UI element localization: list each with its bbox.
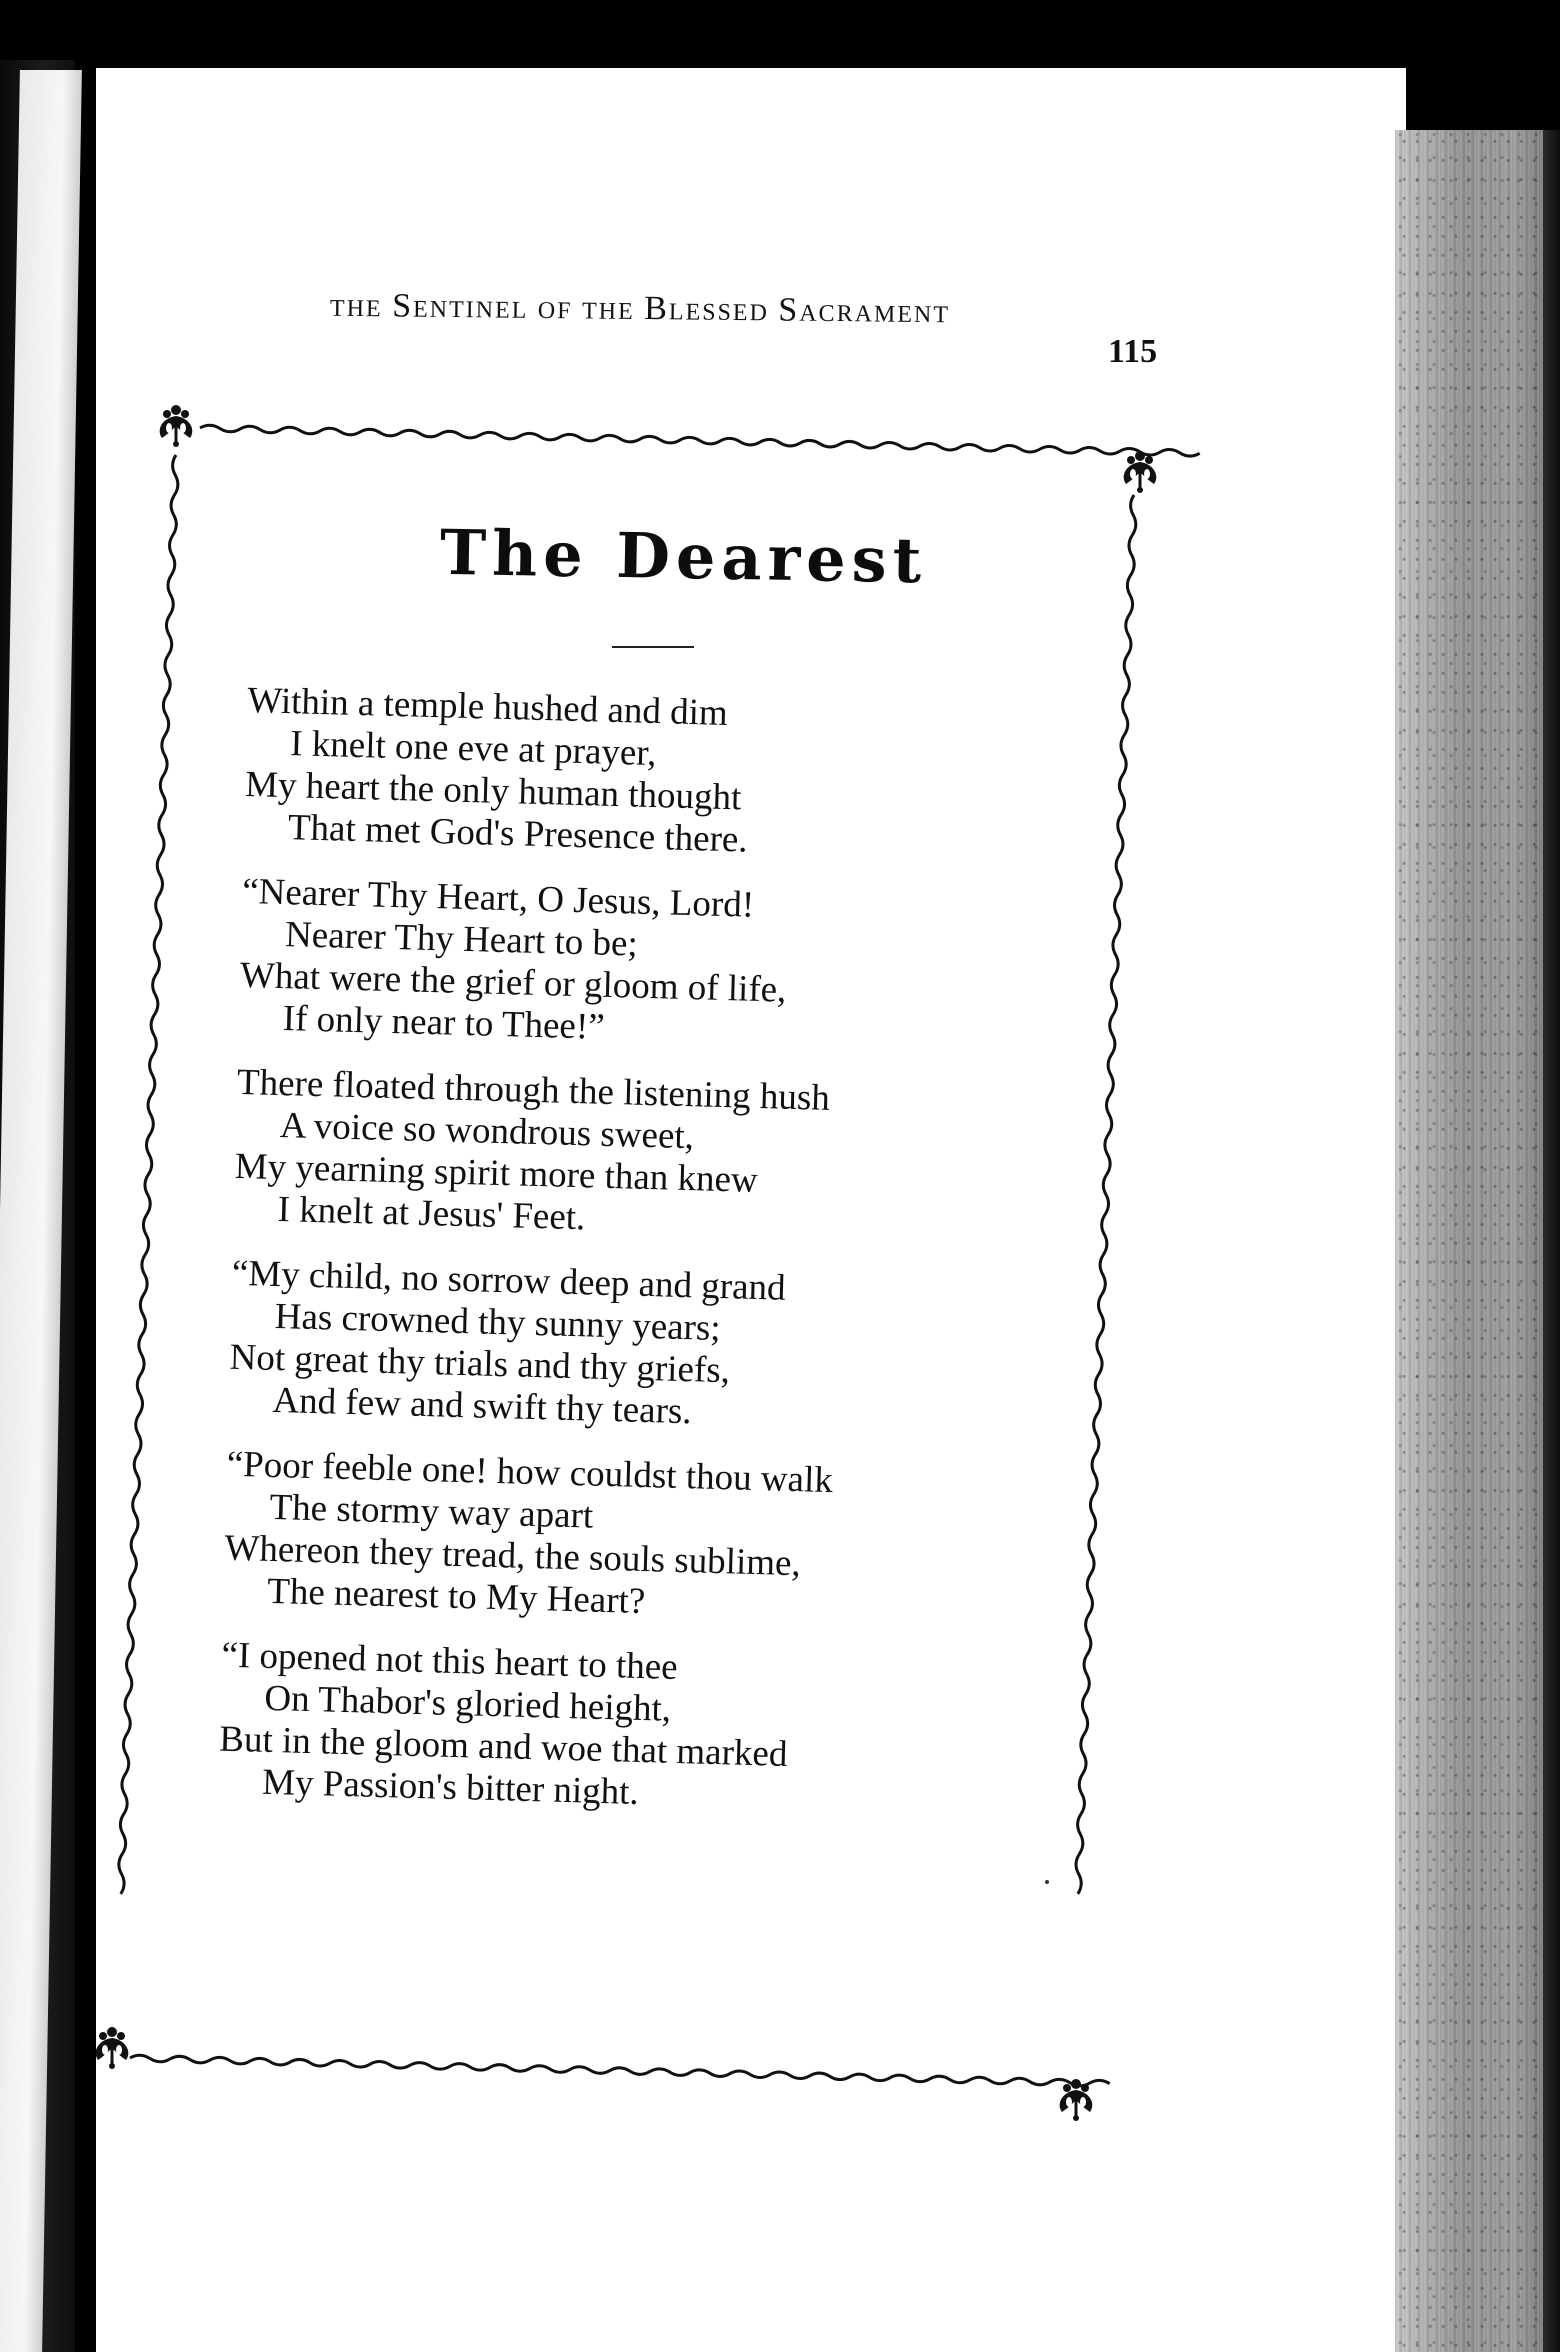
poem-line: “Nearer Thy Heart, O Jesus, Lord!: [241, 870, 755, 926]
poem-line: Has crowned thy sunny years;: [274, 1295, 722, 1350]
poem-line: On Thabor's gloried height,: [263, 1677, 672, 1730]
poem-line: I knelt one eve at prayer,: [289, 723, 657, 775]
poem-line: My Passion's bitter night.: [261, 1761, 640, 1813]
poem-line: “I opened not this heart to thee: [221, 1634, 679, 1688]
frame-bottom-border: [130, 2055, 1110, 2087]
frame-top-border: [200, 425, 1200, 456]
stanza: [238, 871, 1022, 1060]
poem-line: There floated through the listening hush: [236, 1061, 831, 1119]
fleuron-top-left-icon: [160, 405, 193, 447]
stanza: [223, 1444, 1007, 1633]
frame-left-border: [118, 455, 179, 1894]
poem-line: What were the grief or gloom of life,: [239, 954, 787, 1011]
poem-line: That met God's Presence there.: [287, 807, 749, 861]
poem-body: [217, 680, 1028, 1847]
stanza: [233, 1062, 1017, 1251]
poem-line: I knelt at Jesus' Feet.: [277, 1189, 586, 1239]
poem-line: “My child, no sorrow deep and grand: [231, 1252, 787, 1309]
poem-line: The stormy way apart: [269, 1486, 594, 1537]
page-number: 115: [1108, 333, 1158, 370]
poem-line: My heart the only human thought: [244, 763, 742, 819]
fleuron-bottom-right-icon: [1060, 2079, 1093, 2121]
poem-line: Whereon they tread, the souls sublime,: [223, 1527, 802, 1585]
poem-line: If only near to Thee!”: [282, 998, 606, 1048]
fleuron-top-right-icon: [1124, 451, 1157, 493]
poem-line: Nearer Thy Heart to be;: [284, 914, 639, 965]
title-rule: [612, 646, 694, 648]
fleuron-bottom-left-icon: [96, 2027, 129, 2069]
stanza: [228, 1253, 1012, 1442]
poem-line: “Poor feeble one! how couldst thou walk: [226, 1443, 834, 1502]
poem-line: The nearest to My Heart?: [266, 1570, 646, 1623]
frame-right-border: [1075, 495, 1137, 1894]
poem-line: But in the gloom and woe that marked: [218, 1718, 788, 1775]
poem-line: And few and swift thy tears.: [271, 1379, 693, 1433]
running-head: THE SENTINEL OF THE BLESSED SACRAMENT: [329, 287, 951, 329]
poem-title: The Dearest: [439, 515, 928, 598]
poem-line: My yearning spirit more than knew: [234, 1145, 759, 1201]
poem-line: Not great thy trials and thy griefs,: [229, 1336, 731, 1392]
stanza: [218, 1635, 1002, 1824]
stanza: [243, 680, 1027, 869]
poem-line: Within a temple hushed and dim: [246, 680, 729, 734]
dust-speck: [1045, 1880, 1049, 1884]
poem-line: A voice so wondrous sweet,: [279, 1105, 695, 1158]
